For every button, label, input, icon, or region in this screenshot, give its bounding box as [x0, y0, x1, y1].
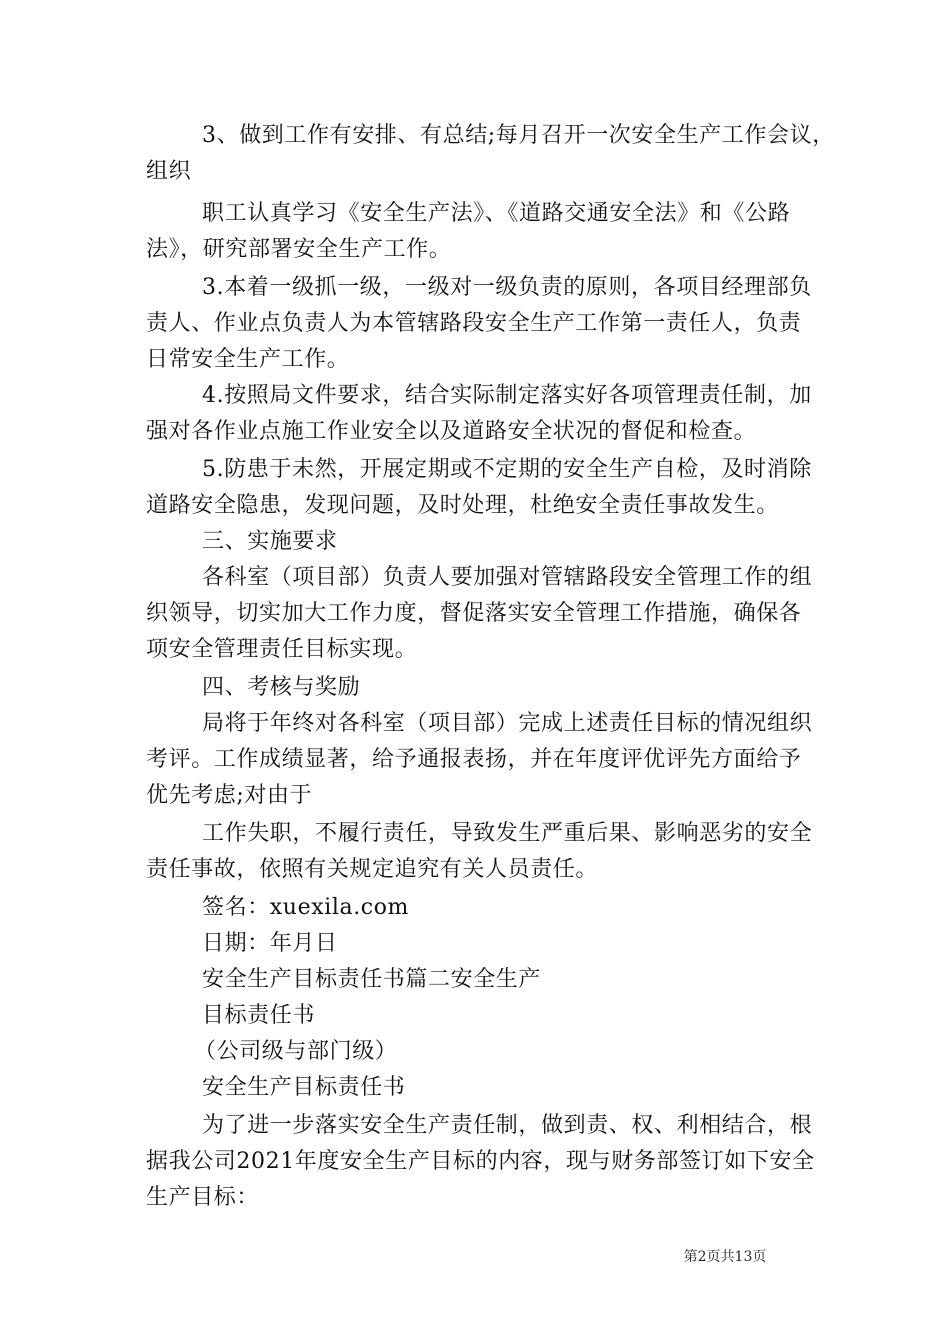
- text-line: 局将于年终对各科室（项目部）完成上述责任目标的情况组织: [202, 711, 813, 736]
- text-line: 各科室（项目部）负责人要加强对管辖路段安全管理工作的组: [202, 565, 813, 590]
- section-heading: 四、考核与奖励: [202, 675, 361, 700]
- text-line: 责人、作业点负责人为本管辖路段安全生产工作第一责任人，负责: [146, 311, 802, 336]
- page-number: 第2页共13页: [683, 1249, 767, 1265]
- title-line: 安全生产目标责任书: [202, 1075, 406, 1100]
- signature-line: 签名：xuexila.com: [202, 895, 410, 920]
- text-line: 5.防患于未然，开展定期或不定期的安全生产自检，及时消除: [202, 457, 812, 482]
- title-line: 目标责任书: [202, 1003, 316, 1028]
- text-line: 组织: [146, 159, 192, 184]
- subtitle-line: （公司级与部门级）: [194, 1039, 398, 1064]
- text-line: 法》，研究部署安全生产工作。: [146, 237, 452, 262]
- text-line: 道路安全隐患，发现问题，及时处理，杜绝安全责任事故发生。: [146, 493, 779, 518]
- text-line: 为了进一步落实安全生产责任制，做到责、权、利相结合，根: [202, 1113, 813, 1138]
- text-line: 4.按照局文件要求，结合实际制定落实好各项管理责任制，加: [202, 383, 812, 408]
- text-line: 项安全管理责任目标实现。: [146, 637, 418, 662]
- text-line: 考评。工作成绩显著，给予通报表扬，并在年度评优评先方面给予: [146, 747, 802, 772]
- text-line: 据我公司2021年度安全生产目标的内容，现与财务部签订如下安全: [146, 1149, 815, 1174]
- text-line: 3、做到工作有安排、有总结;每月召开一次安全生产工作会议，: [202, 123, 835, 148]
- text-line: 职工认真学习《安全生产法》、《道路交通安全法》和《公路: [202, 201, 791, 226]
- text-line: 工作失职，不履行责任，导致发生严重后果、影响恶劣的安全: [202, 821, 813, 846]
- text-line: 日常安全生产工作。: [146, 347, 350, 372]
- text-line: 生产目标：: [146, 1185, 260, 1210]
- text-line: 优先考虑;对由于: [146, 783, 313, 808]
- date-line: 日期：年月日: [202, 931, 338, 956]
- text-line: 3.本着一级抓一级，一级对一级负责的原则，各项目经理部负: [202, 275, 812, 300]
- text-line: 责任事故，依照有关规定追究有关人员责任。: [146, 857, 599, 882]
- text-line: 强对各作业点施工作业安全以及道路安全状况的督促和检查。: [146, 419, 757, 444]
- title-line: 安全生产目标责任书篇二安全生产: [202, 967, 542, 992]
- text-line: 织领导，切实加大工作力度，督促落实安全管理工作措施，确保各: [146, 601, 802, 626]
- section-heading: 三、实施要求: [202, 529, 338, 554]
